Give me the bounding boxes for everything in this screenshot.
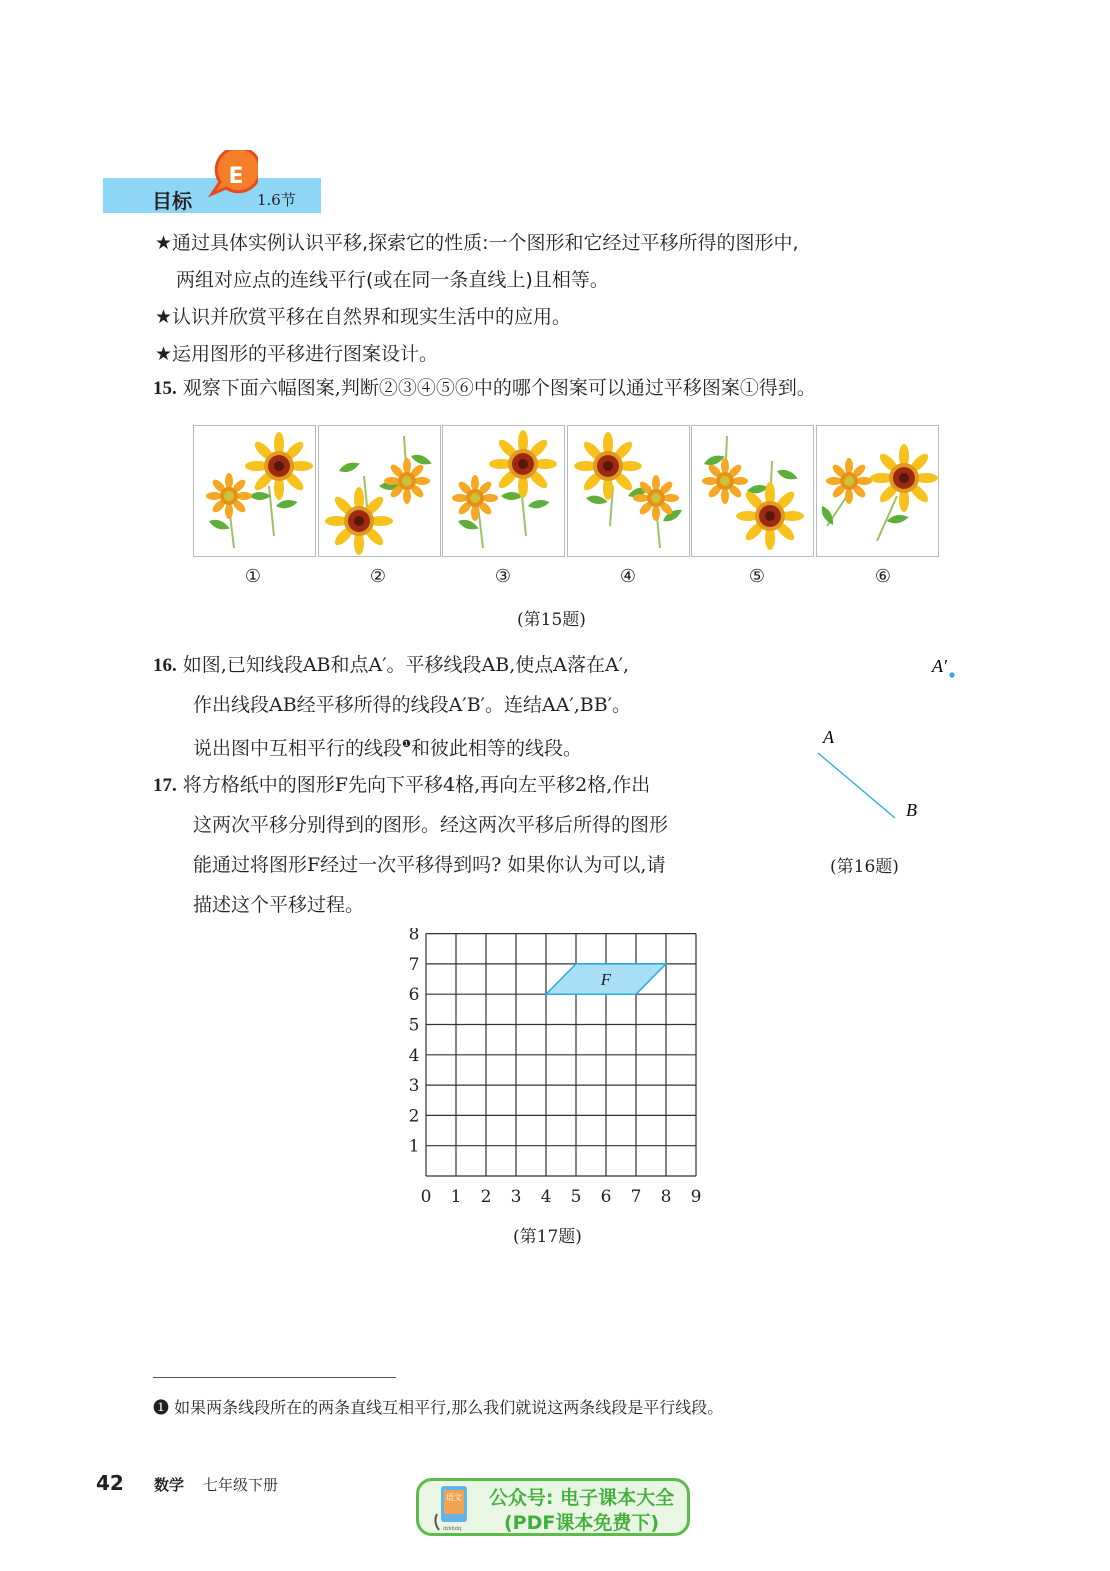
grade-label: 七年级下册 (203, 1476, 279, 1494)
objective-badge-icon (206, 150, 258, 202)
subject-label: 数学 (154, 1476, 185, 1494)
grid-figure-q17 (395, 928, 715, 1208)
caption-q17: (第17题) (513, 1227, 582, 1247)
pattern-panel-4 (567, 425, 690, 557)
question-17-line: 能通过将图形F经过一次平移得到吗? 如果你认为可以,请 (193, 854, 666, 876)
footnote: ❶ 如果两条线段所在的两条直线互相平行,那么我们就说这两条线段是平行线段。 (153, 1398, 724, 1417)
footnote-divider (153, 1377, 396, 1378)
panel-label: ② (369, 566, 387, 587)
panel-label: ③ (494, 566, 512, 587)
y-tick-label: 5 (408, 1015, 420, 1036)
label-b: B (906, 800, 917, 820)
objective-item: ★运用图形的平移进行图案设计。 (155, 343, 439, 365)
objective-section: 1.6节 (257, 191, 296, 209)
sunflower-image (568, 426, 689, 556)
footnote-ref: ❶ (402, 739, 411, 750)
panel-label: ④ (619, 566, 637, 587)
pattern-panel-3 (442, 425, 565, 557)
shape-label: F (600, 970, 612, 990)
objective-item-continued: 两组对应点的连线平行(或在同一条直线上)且相等。 (176, 269, 609, 291)
question-16-line: 说出图中互相平行的线段$^❶$和彼此相等的线段。 (193, 737, 582, 760)
icon-subtext: dzkbdq (443, 1526, 462, 1532)
page-number: 42 (96, 1471, 124, 1495)
pattern-panel-2 (318, 425, 441, 557)
x-tick-label: 7 (630, 1187, 642, 1207)
segment-ab (818, 753, 895, 818)
panel-label: ⑤ (748, 566, 766, 587)
y-tick-label: 2 (408, 1106, 420, 1127)
sunflower-image (443, 426, 564, 556)
x-tick-label: 1 (450, 1187, 462, 1207)
question-15: 15. 观察下面六幅图案,判断②③④⑤⑥中的哪个图案可以通过平移图案①得到。 (153, 377, 816, 399)
panel-label: ① (244, 566, 262, 587)
pattern-panel-6 (816, 425, 939, 557)
x-tick-label: 5 (570, 1187, 582, 1207)
caption-q15: (第15题) (517, 610, 586, 630)
caption-q16: (第16题) (830, 857, 899, 877)
promo-line-1: 公众号: 电子课本大全 (488, 1487, 675, 1509)
x-tick-label: 4 (540, 1187, 552, 1207)
promo-banner (416, 1478, 690, 1536)
question-17: 17. 将方格纸中的图形F先向下平移4格,再向左平移2格,作出 (153, 774, 651, 796)
icon-text: 语文 (446, 1493, 462, 1502)
label-a-prime: A′ (932, 656, 947, 676)
label-a: A (823, 727, 834, 747)
objective-title: 目标 (152, 189, 192, 213)
objective-item: ★认识并欣赏平移在自然界和现实生活中的应用。 (155, 306, 572, 328)
y-tick-label: 1 (408, 1136, 420, 1157)
question-16: 16. 如图,已知线段AB和点A′。平移线段AB,使点A落在A′, (153, 654, 630, 676)
pattern-panel-5 (691, 425, 814, 557)
sunflower-image (194, 426, 315, 556)
y-tick-label: 6 (408, 985, 420, 1006)
question-17-line: 描述这个平移过程。 (193, 894, 365, 916)
x-tick-label: 0 (420, 1187, 432, 1207)
x-tick-label: 6 (600, 1187, 612, 1207)
y-tick-label: 3 (408, 1076, 420, 1097)
star-icon: ★ (155, 232, 173, 254)
badge-letter: E (228, 164, 244, 189)
x-tick-label: 2 (480, 1187, 492, 1207)
y-tick-label: 8 (408, 928, 420, 945)
sunflower-image (817, 426, 938, 556)
x-tick-label: 8 (660, 1187, 672, 1207)
panel-label: ⑥ (874, 566, 892, 587)
x-tick-label: 9 (690, 1187, 702, 1207)
point-a-prime (949, 672, 954, 677)
sunflower-image (692, 426, 813, 556)
question-16-line: 作出线段AB经平移所得的线段A′B′。连结AA′,BB′。 (193, 694, 632, 716)
star-icon: ★ (155, 306, 173, 328)
y-tick-label: 4 (408, 1045, 420, 1066)
figure-q16 (800, 645, 970, 885)
objective-item: ★通过具体实例认识平移,探索它的性质:一个图形和它经过平移所得的图形中, (155, 232, 799, 254)
pattern-panel-1 (193, 425, 316, 557)
y-tick-label: 7 (408, 954, 420, 975)
ebook-icon (429, 1484, 475, 1532)
promo-line-2: (PDF课本免费下) (503, 1512, 660, 1534)
x-tick-label: 3 (510, 1187, 522, 1207)
sunflower-image (319, 426, 440, 556)
star-icon: ★ (155, 343, 173, 365)
question-17-line: 这两次平移分别得到的图形。经这两次平移后所得的图形 (193, 814, 669, 836)
footnote-mark: ❶ (153, 1398, 170, 1417)
